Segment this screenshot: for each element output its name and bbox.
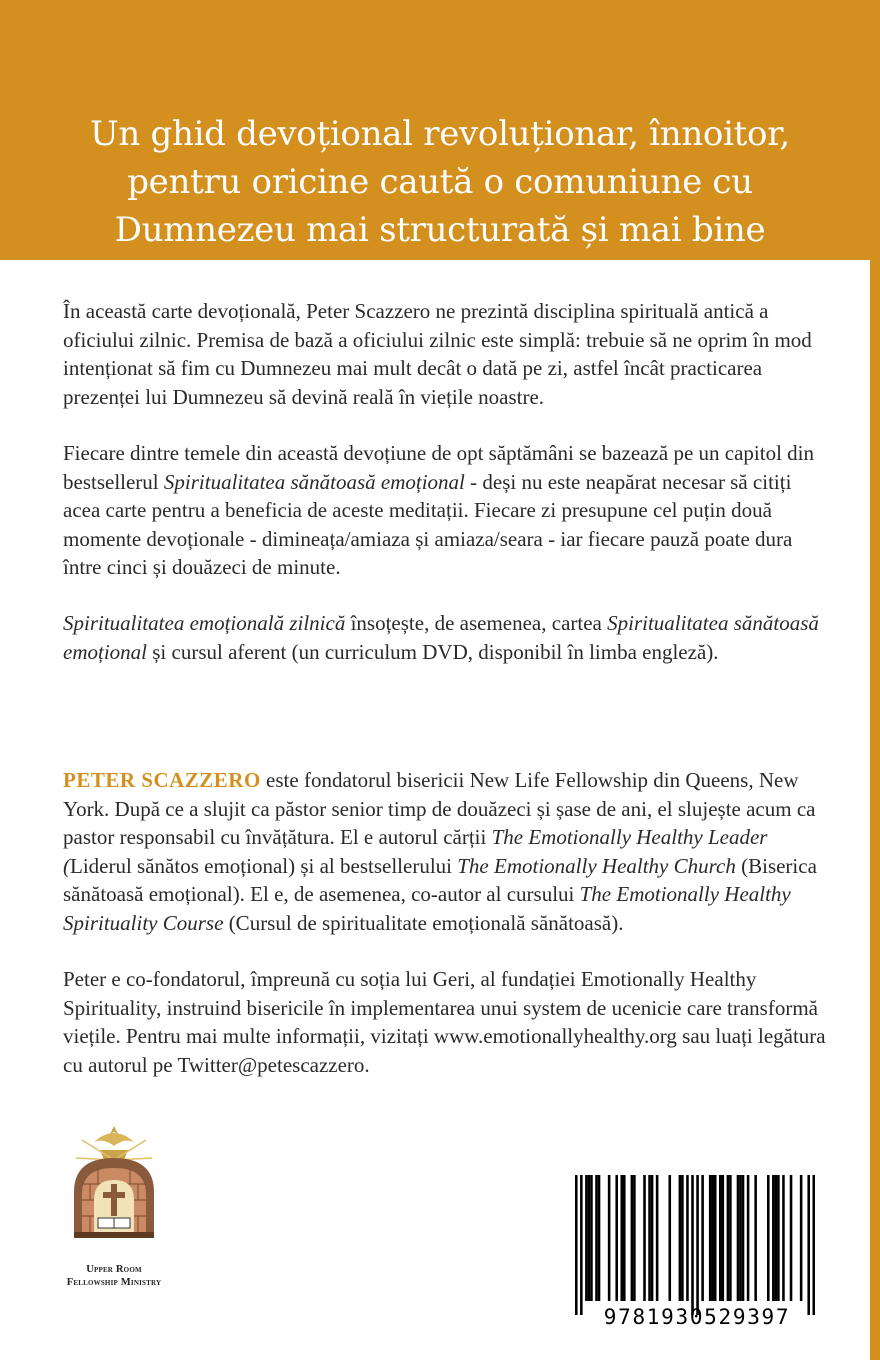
barcode-bar xyxy=(739,1175,742,1301)
tagline: Un ghid devoțional revoluționar, înnoitor, pentru oricine caută o comuniune cu Dumnezeu mai structurată și mai bine planificată. xyxy=(90,114,790,298)
barcode-bar xyxy=(615,1175,618,1301)
barcode-bar xyxy=(729,1175,732,1301)
barcode-bar xyxy=(719,1175,722,1301)
text-span: și cursul aferent (un curriculum DVD, disponibil în limba engleză). xyxy=(147,639,719,664)
spine-strip xyxy=(870,260,880,1360)
barcode-bar xyxy=(754,1175,757,1301)
barcode-bar xyxy=(590,1175,593,1301)
barcode-bar xyxy=(714,1175,717,1301)
text-span: (Cursul de spiritualitate emoțională sănătoasă). xyxy=(223,910,624,935)
publisher-logo-icon xyxy=(62,1120,167,1280)
text-span: însoțește, de asemenea, cartea xyxy=(345,611,608,635)
isbn-number: 9781930529397 xyxy=(603,1305,791,1329)
barcode-bar xyxy=(777,1175,780,1301)
barcode-bar xyxy=(812,1175,815,1315)
barcode-bar xyxy=(643,1175,646,1301)
barcode-bar xyxy=(782,1175,785,1301)
barcode-bar xyxy=(620,1175,623,1301)
text-span: - deși nu este neapărat necesar să citiți acea carte pentru a beneficia de aceste meditații. Fiecare zi presupune cel puțin două momente devoționale - dimineața/amiaza și amiaza/seara - iar fiecare pauză poate dura între cinci și douăzeci de minute. xyxy=(63,469,793,579)
text-span: Fiecare dintre temele din această devoțiune de opt săptămâni se bazează pe un capitol din bestsellerul xyxy=(63,441,815,494)
barcode-bar xyxy=(575,1175,578,1315)
barcode-bar xyxy=(608,1175,611,1301)
description-paragraph-2 xyxy=(63,439,833,582)
book-title: Spiritualitatea emoțională zilnică xyxy=(63,611,346,635)
book-title: The Emotionally Healthy Leader ( xyxy=(63,825,768,878)
barcode-bar xyxy=(588,1175,591,1301)
barcode-bar xyxy=(775,1175,778,1301)
text-span: (Biserica sănătoasă emoțional). El e, de asemenea, co-autor al cursului xyxy=(63,853,817,906)
publisher-name-line-2: Fellowship Ministry xyxy=(66,1277,162,1288)
book-title: The Emotionally Healthy Spirituality Course xyxy=(63,882,791,935)
barcode-bar xyxy=(790,1175,793,1301)
barcode-bar xyxy=(691,1175,694,1315)
description-paragraph-3 xyxy=(63,609,833,666)
publisher-name-line-1: Upper Room xyxy=(86,1264,142,1275)
barcode-bar xyxy=(633,1175,636,1301)
barcode-bar xyxy=(595,1175,598,1301)
barcode-bar xyxy=(668,1175,671,1301)
book-title: Spiritualitatea sănătoasă emoțional xyxy=(163,469,465,494)
barcode-bar xyxy=(800,1175,803,1301)
book-title: Spiritualitatea sănătoasă emoțional xyxy=(63,611,819,664)
barcode-bar xyxy=(598,1175,601,1301)
barcode-bar xyxy=(747,1175,750,1301)
barcode-bar xyxy=(709,1175,712,1301)
barcode-bar xyxy=(681,1175,684,1301)
barcode-bar xyxy=(722,1175,725,1301)
barcode-bar xyxy=(696,1175,699,1315)
barcode-bar xyxy=(585,1175,588,1301)
barcode-bar xyxy=(701,1175,704,1301)
barcode-bar xyxy=(807,1175,810,1315)
book-title: The Emotionally Healthy Church xyxy=(457,853,736,878)
author-bio-paragraph-1 xyxy=(63,766,833,937)
barcode-bar xyxy=(742,1175,745,1301)
barcode-icon xyxy=(575,1175,815,1315)
barcode-bar xyxy=(711,1175,714,1301)
barcode-bar xyxy=(767,1175,770,1301)
author-bio-paragraph-2: Peter e co-fondatorul, împreună cu soția lui Geri, al fundației Emotionally Healthy Spirituality, instruind bisericile în implementarea unui system de ucenicie care transformă viețile. Pentru mai multe informații, vizitați www.emotionallyhealthy.org sau luați legătura cu autorul pe Twitter@petescazzero. xyxy=(63,967,826,1077)
description-paragraph-1: În această carte devoțională, Peter Scazzero ne prezintă disciplina spirituală antică a oficiului zilnic. Premisa de bază a oficiului zilnic este simplă: trebuie să ne oprim în mod intenționat să fim cu Dumnezeu mai mult decât o dată pe zi, astfel încât practicarea prezenței lui Dumnezeu să devină reală în viețile noastre. xyxy=(63,299,812,409)
author-name: PETER SCAZZERO xyxy=(63,768,261,792)
barcode-bar xyxy=(727,1175,730,1301)
text-span: este fondatorul bisericii New Life Fellowship din Queens, New York. După ce a slujit ca păstor senior timp de douăzeci și șase de ani, el slujește acum ca pastor responsabil cu învățătura. El e autorul cărții xyxy=(63,768,816,849)
barcode-bar xyxy=(656,1175,659,1301)
text-span: Liderul sănătos emoțional) și al bestsellerului xyxy=(70,853,458,878)
barcode-bar xyxy=(772,1175,775,1301)
barcode-bar xyxy=(580,1175,583,1315)
barcode-bar xyxy=(623,1175,626,1301)
barcode-bar xyxy=(651,1175,654,1301)
barcode-bar xyxy=(737,1175,740,1301)
barcode-bar xyxy=(679,1175,682,1301)
barcode-bar xyxy=(686,1175,689,1301)
barcode-bar xyxy=(648,1175,651,1301)
barcode-bar xyxy=(631,1175,634,1301)
